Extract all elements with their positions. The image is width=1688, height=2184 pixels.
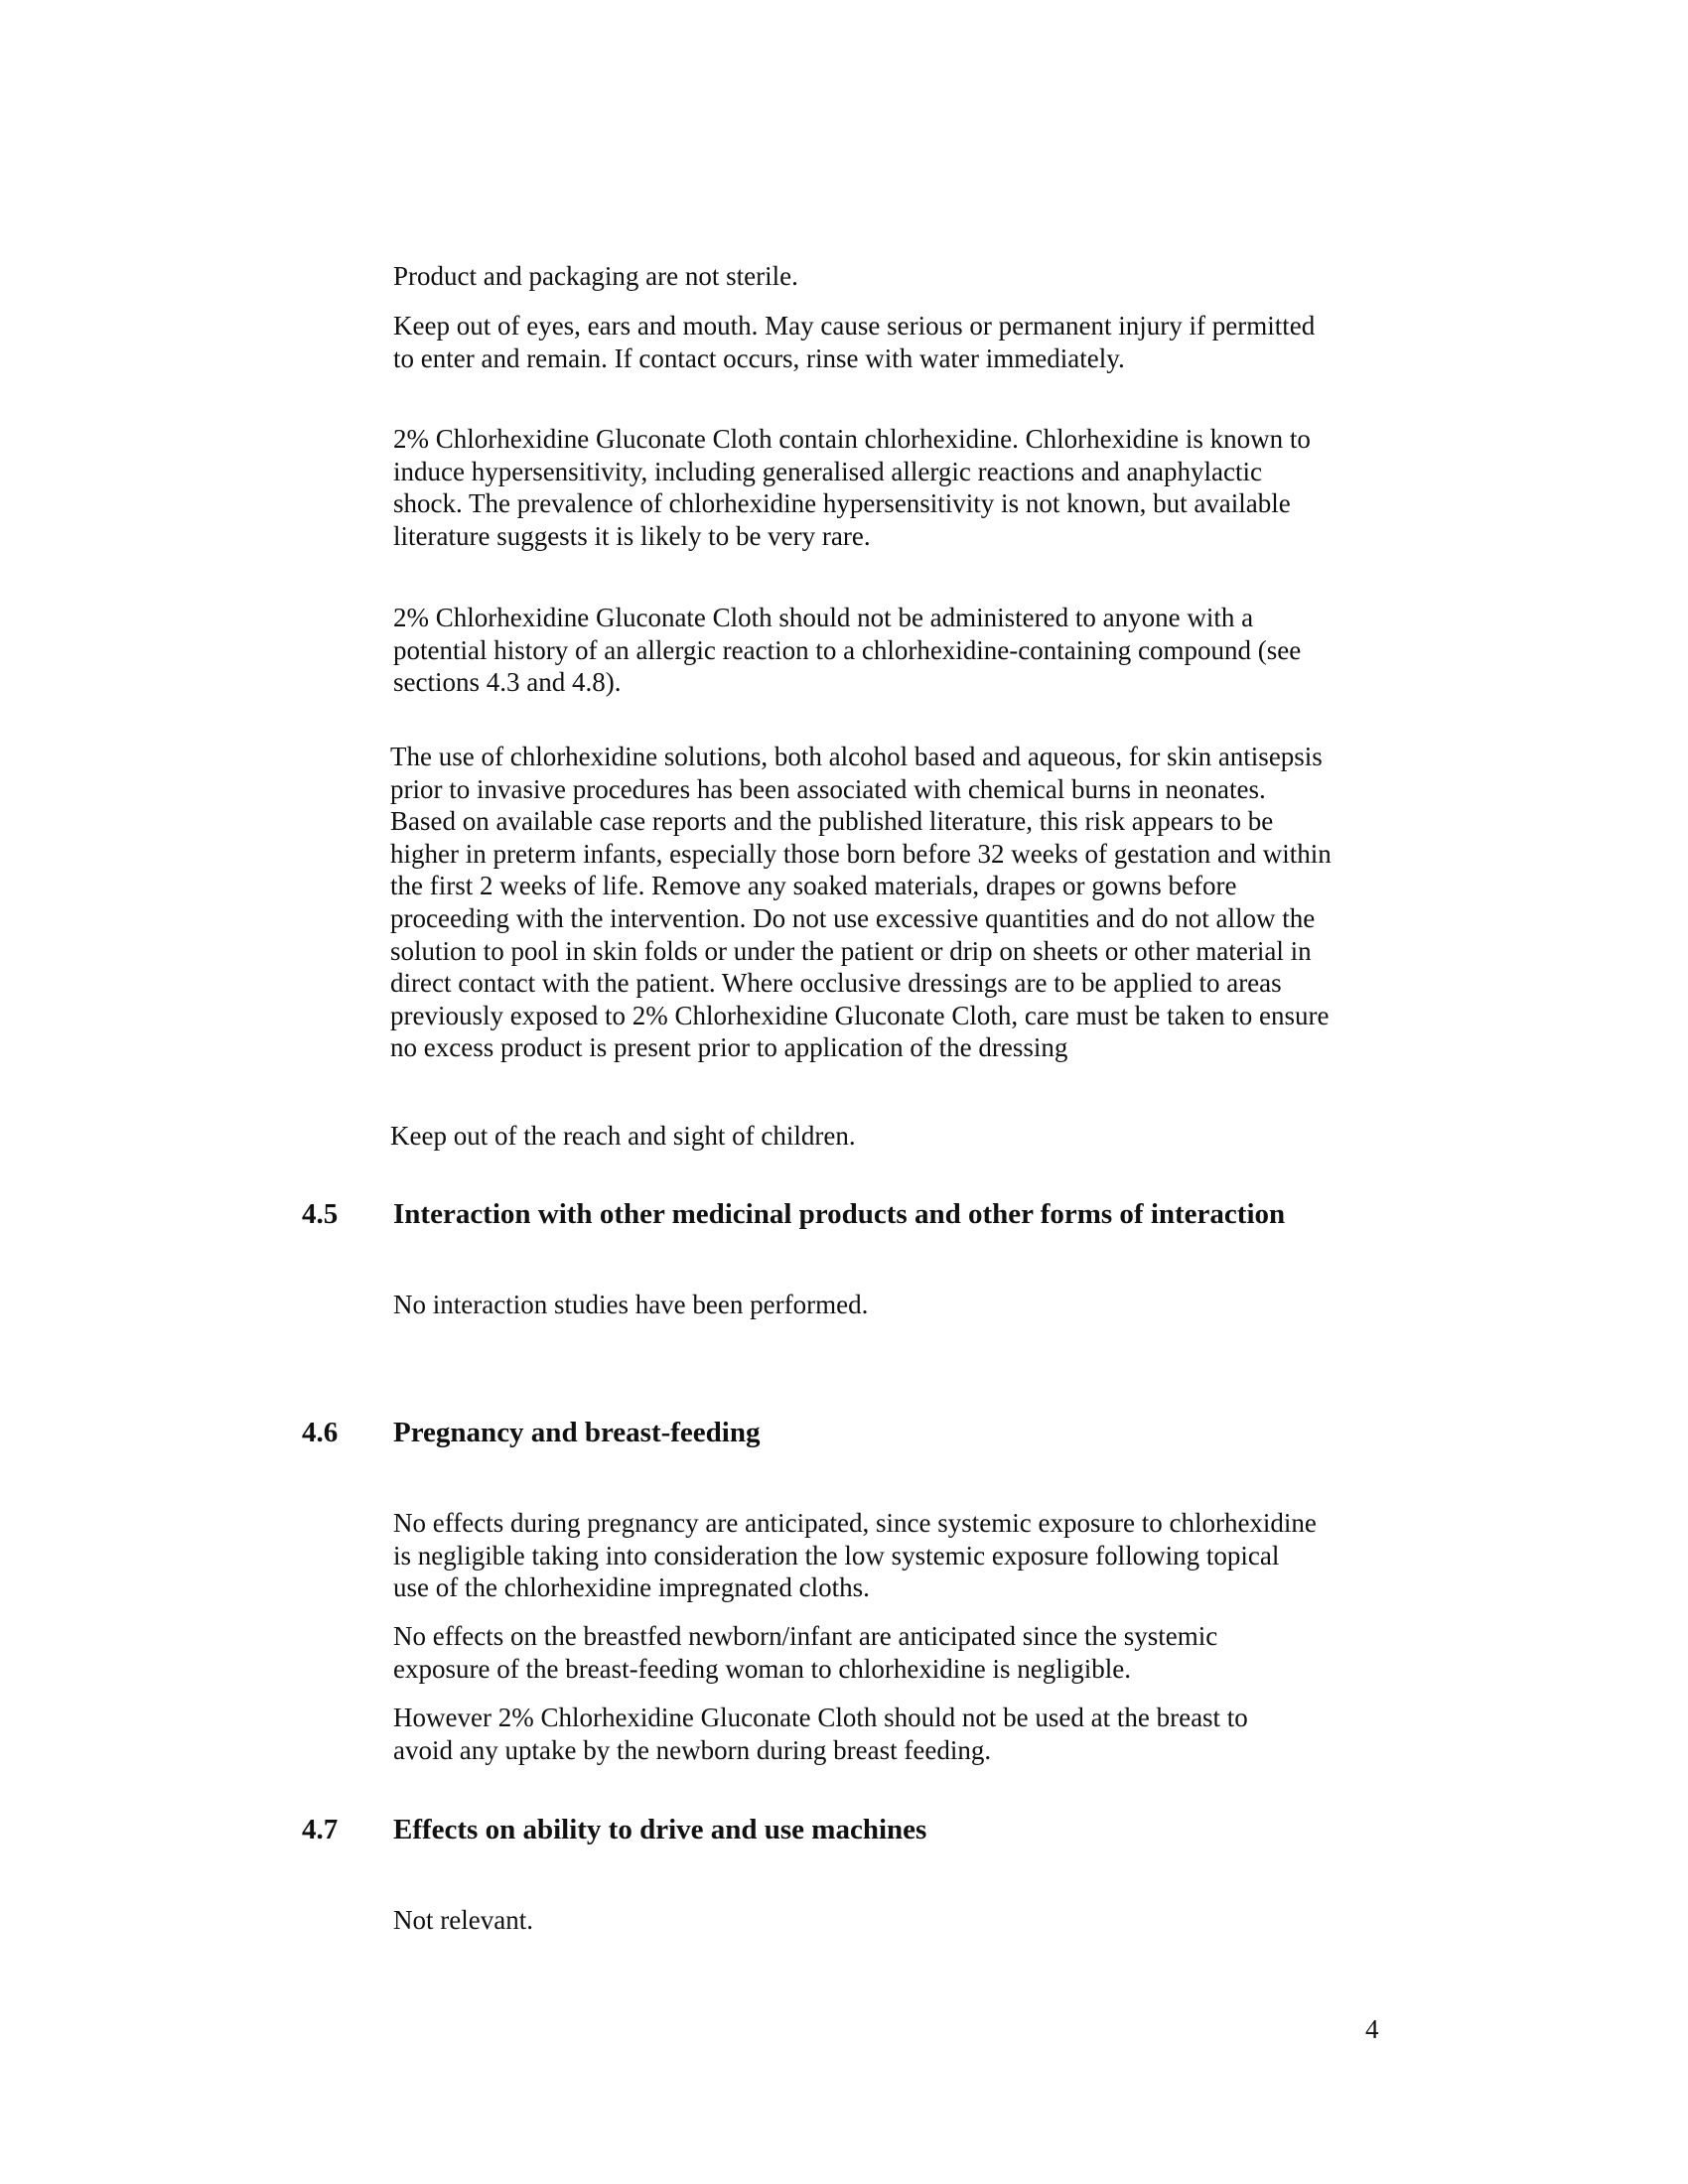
section-4-7-title: Effects on ability to drive and use machines xyxy=(393,1814,927,1845)
section-4-6-paragraph-breastfed: No effects on the breastfed newborn/infant are anticipated since the systemic exposure of the breast-feeding woman to chlorhexidine is negligible. xyxy=(393,1621,1218,1684)
section-4-5-number: 4.5 xyxy=(302,1198,339,1230)
section-4-5-title: Interaction with other medicinal products and other forms of interaction xyxy=(393,1198,1286,1230)
page-number: 4 xyxy=(1365,2014,1379,2044)
section-4-7-number: 4.7 xyxy=(302,1814,339,1845)
paragraph-neonates-burns: The use of chlorhexidine solutions, both alcohol based and aqueous, for skin antisepsis prior to invasive procedures has been associated with chemical burns in neonates. Based on available case reports and the published literature, this risk appears to be higher in preterm infants, especially those born before 32 weeks of gestation and within the first 2 weeks of life. Remove any soaked materials, drapes or gowns before proceeding with the intervention. Do not use excessive quantities and do not allow the solution to pool in skin folds or under the patient or drip on sheets or other material in direct contact with the patient. Where occlusive dressings are to be applied to areas previously exposed to 2% Chlorhexidine Gluconate Cloth, care must be taken to ensure no excess product is present prior to application of the dressing xyxy=(390,742,1332,1063)
section-4-6-title: Pregnancy and breast-feeding xyxy=(393,1417,761,1448)
paragraph-hypersensitivity: 2% Chlorhexidine Gluconate Cloth contain chlorhexidine. Chlorhexidine is known to induce hypersensitivity, including generalised allergic reactions and anaphylactic shock. The prevalence of chlorhexidine hypersensitivity is not known, but available literature suggests it is likely to be very rare. xyxy=(393,424,1311,551)
paragraph-keep-from-children: Keep out of the reach and sight of children. xyxy=(390,1121,856,1151)
section-4-7-paragraph: Not relevant. xyxy=(393,1905,533,1935)
paragraph-not-sterile: Product and packaging are not sterile. xyxy=(393,261,798,291)
paragraph-allergy-history: 2% Chlorhexidine Gluconate Cloth should not be administered to anyone with a potential history of an allergic reaction to a chlorhexidine-containing compound (see sections 4.3 and 4.8). xyxy=(393,603,1302,698)
section-4-6-paragraph-pregnancy: No effects during pregnancy are anticipated, since systemic exposure to chlorhexidine is negligible taking into consideration the low systemic exposure following topical use of the chlorhexidine impregnated cloths. xyxy=(393,1508,1317,1603)
paragraph-keep-out-of-eyes: Keep out of eyes, ears and mouth. May cause serious or permanent injury if permitted to enter and remain. If contact occurs, rinse with water immediately. xyxy=(393,311,1316,373)
section-4-6-paragraph-breast-use: However 2% Chlorhexidine Gluconate Cloth should not be used at the breast to avoid any uptake by the newborn during breast feeding. xyxy=(393,1703,1248,1765)
section-4-6-number: 4.6 xyxy=(302,1417,339,1448)
section-4-5-paragraph: No interaction studies have been performed. xyxy=(393,1290,869,1319)
